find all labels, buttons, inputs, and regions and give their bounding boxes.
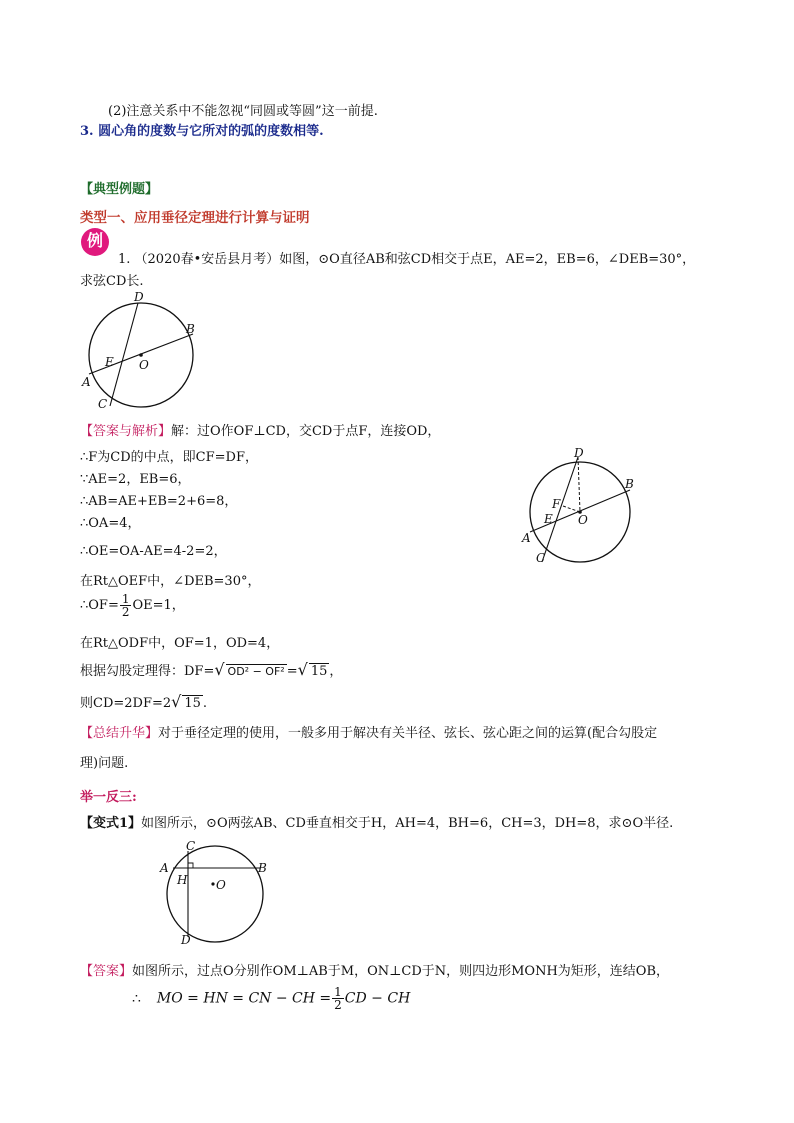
answer-line7: 在Rt△OEF中，∠DEB=30°，	[80, 574, 261, 589]
example-badge: 例	[81, 228, 109, 256]
type-heading: 类型一、应用垂径定理进行计算与证明	[80, 210, 310, 226]
answer-line1	[80, 420, 440, 439]
line10-prefix: 根据勾股定理得：DF=	[80, 664, 215, 679]
note-2: (2)注意关系中不能忽视“同圆或等圆”这一前提.	[108, 104, 378, 119]
answer-line10: 根据勾股定理得：DF=√ OD² − OF² =√ 15 ，	[80, 660, 343, 679]
figure-circle-chord-2	[518, 440, 648, 572]
fig3-label-A: A	[160, 861, 169, 875]
therefore-symbol: ∴	[132, 990, 141, 1007]
fig3-label-D: D	[181, 933, 191, 947]
line11-prefix: 则CD=2DF=2	[80, 696, 172, 711]
answer-line6: ∴OE=OA-AE=4-2=2，	[80, 544, 227, 559]
fig2-label-C: C	[536, 551, 546, 565]
figure-perpendicular-chords	[158, 838, 273, 950]
answer-tag: 【答案与解析】	[80, 424, 172, 439]
practice-heading: 举一反三:	[80, 790, 137, 805]
radical-icon-2: √	[297, 660, 308, 679]
answer-line2: ∴F为CD的中点，即CF=DF，	[80, 450, 258, 465]
answer-text-1: 解：过O作OF⊥CD，交CD于点F，连接OD，	[171, 424, 441, 439]
fig3-label-C: C	[186, 839, 196, 853]
answer2-line1	[80, 960, 669, 979]
radical-icon-3: √	[171, 692, 182, 711]
line10-radicand: OD² − OF²	[227, 665, 285, 678]
fraction-half-2: $\frac{1}{2}$	[334, 985, 342, 1012]
fraction-half: $\frac{1}{2}$	[121, 592, 130, 619]
practice-question	[80, 812, 673, 831]
practice-text: 如图所示，⊙O两弦AB、CD垂直相交于H，AH=4，BH=6，CH=3，DH=8，求⊙O半径.	[141, 816, 674, 831]
summary-text-1: 对于垂径定理的使用，一般多用于解决有关半径、弦长、弦心距之间的运算(配合勾股定	[158, 726, 658, 741]
radical-icon: √	[214, 660, 225, 679]
answer2-text-1: 如图所示，过点O分别作OM⊥AB于M，ON⊥CD于N，则四边形MONH为矩形，连结OB，	[132, 964, 670, 979]
line8-suffix: OE=1，	[132, 598, 185, 613]
fig2-label-B: B	[625, 477, 634, 491]
fig3-label-B: B	[258, 861, 267, 875]
example-question-line2: 求弦CD长.	[80, 274, 144, 289]
answer-line5: ∴OA=4，	[80, 516, 141, 531]
summary-tag: 【总结升华】	[80, 726, 159, 741]
section-heading: 【典型例题】	[80, 182, 159, 197]
fig2-label-A: A	[522, 531, 531, 545]
fig1-label-D: D	[134, 290, 144, 304]
answer-line8	[80, 593, 185, 618]
fig1-label-O: O	[139, 358, 149, 372]
answer2-tag: 【答案】	[80, 964, 133, 979]
fig2-label-F: F	[552, 497, 561, 511]
fig3-label-O: O	[216, 878, 226, 892]
answer2-formula	[132, 986, 410, 1011]
line11-radicand: 15	[184, 696, 201, 711]
fig2-label-O: O	[578, 513, 588, 527]
summary-line2: 理)问题.	[80, 756, 129, 771]
fig1-label-A: A	[82, 375, 91, 389]
answer-line3: ∵AE=2，EB=6，	[80, 472, 191, 487]
answer-line9: 在Rt△ODF中，OF=1，OD=4，	[80, 636, 280, 651]
fig2-label-D: D	[574, 446, 584, 460]
practice-tag: 【变式1】	[80, 816, 142, 831]
line8-prefix: ∴OF=	[80, 598, 119, 613]
fig1-label-C: C	[98, 397, 108, 410]
formula-prefix: MO = HN = CN − CH =	[156, 990, 332, 1007]
fig2-label-E: E	[544, 512, 553, 526]
figure-circle-chord-1	[80, 288, 200, 410]
example-question-line1: 1. （2020春•安岳县月考）如图，⊙O直径AB和弦CD相交于点E，AE=2，EB=6，∠DEB=30°，	[118, 252, 696, 267]
answer-line4: ∴AB=AE+EB=2+6=8，	[80, 494, 238, 509]
fig3-label-H: H	[177, 873, 188, 887]
line10-radicand-2: 15	[310, 664, 328, 679]
formula-suffix: CD − CH	[344, 990, 411, 1007]
fig1-label-E: E	[105, 355, 114, 369]
answer-line11: 则CD=2DF=2√ 15 .	[80, 692, 208, 711]
fig1-label-B: B	[186, 322, 195, 336]
point-3: 3. 圆心角的度数与它所对的弧的度数相等.	[80, 124, 324, 139]
summary-line1	[80, 722, 657, 741]
